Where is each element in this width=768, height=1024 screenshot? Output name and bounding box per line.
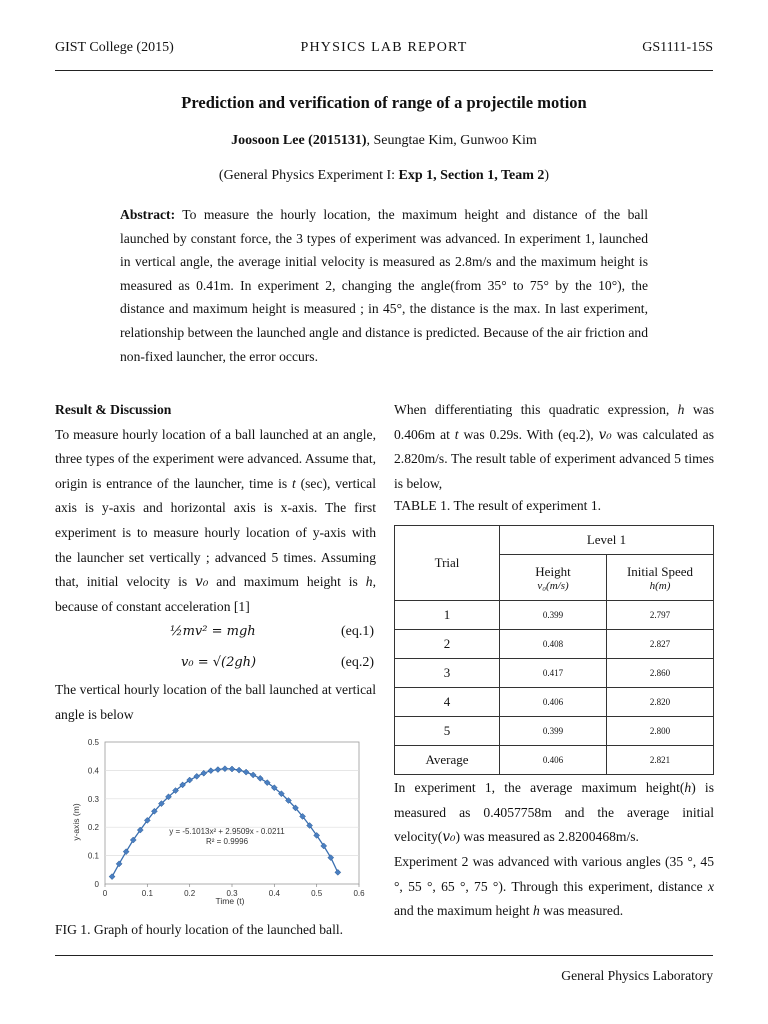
chart-equation: y = -5.1013x² + 2.9509x - 0.0211	[169, 827, 285, 836]
chart-ytick-label: 0.3	[87, 794, 99, 804]
table-row	[395, 601, 714, 630]
right-paragraph-3: Experiment 2 was advanced with various angles (35 °, 45 °, 55 °, 65 °, 75 °). Through this experiment, distance x and the maximum height h was measured.	[394, 854, 714, 919]
chart-point	[250, 772, 256, 778]
course-line	[0, 168, 768, 184]
table-cell-height: 0.408	[500, 630, 607, 659]
equation-2-label: (eq.2)	[341, 655, 375, 670]
chart-ytick-label: 0.1	[87, 851, 99, 861]
table-cell-height: 0.399	[500, 717, 607, 746]
chart-xtick-label: 0.1	[141, 889, 153, 898]
table-row	[395, 659, 714, 688]
chart-point	[229, 766, 235, 772]
chart-ytick-label: 0	[94, 880, 99, 889]
header-rule	[55, 70, 713, 71]
chart-xlabel: Time (t)	[215, 896, 245, 906]
table-row	[395, 746, 714, 775]
course-section: Exp 1, Section 1, Team 2	[398, 168, 545, 183]
lead-author: Joosoon Lee (2015131)	[231, 133, 367, 148]
header-left: GIST College (2015)	[55, 40, 174, 55]
header-center: PHYSICS LAB REPORT	[300, 40, 468, 55]
chart-xtick-label: 0.4	[268, 889, 280, 898]
chart-point	[109, 874, 115, 880]
chart-ylabel: y-axis (m)	[71, 803, 81, 841]
table-row	[395, 630, 714, 659]
table-cell-height: 0.417	[500, 659, 607, 688]
header-right: GS1111-15S	[642, 40, 713, 55]
table-cell-speed: 2.820	[607, 688, 714, 717]
figure-caption: FIG 1. Graph of hourly location of the launched ball.	[55, 922, 344, 937]
chart-point	[201, 770, 207, 776]
abstract-text: To measure the hourly location, the maximum height and distance of the ball launched by constant force, the 3 types of experiment was advanced. In experiment 1, launched in vertical angle, the average initial velocity is measured as 2.8m/s and the maximum height is measured as 0.41m. In experiment 2, changing the angle(from 35° to 75° by the 10°), the distance and maximum height is measured ; in 45°, the distance is the max. In last experiment, relationship between the launched angle and distance is predicted. Because of the air friction and non-fixed launcher, the error occurs.	[120, 207, 648, 364]
chart-point	[194, 773, 200, 779]
section-heading: Result & Discussion	[55, 402, 172, 417]
footer-rule	[55, 955, 713, 956]
table-cell-speed: 2.821	[607, 746, 714, 775]
abstract	[120, 203, 648, 368]
chart-r2: R² = 0.9996	[205, 837, 249, 846]
chart-point	[215, 767, 221, 773]
chart-xtick-label: 0.6	[353, 889, 365, 898]
paper-title: Prediction and verification of range of a projectile motion	[181, 93, 587, 112]
table-cell-trial: 5	[395, 717, 500, 746]
projectile-chart	[55, 732, 375, 912]
table-row	[395, 717, 714, 746]
chart-series-line	[112, 769, 338, 877]
table-cell-trial: 2	[395, 630, 500, 659]
chart-point	[335, 869, 341, 875]
footer-right: General Physics Laboratory	[561, 968, 713, 983]
table-cell-speed: 2.800	[607, 717, 714, 746]
co-authors: , Seungtae Kim, Gunwoo Kim	[366, 133, 537, 148]
abstract-label: Abstract:	[120, 207, 176, 222]
chart-xtick-label: 0	[102, 889, 108, 898]
table-cell-height: 0.399	[500, 601, 607, 630]
table-cell-speed: 2.860	[607, 659, 714, 688]
equation-1: ½mv² = mgh	[170, 624, 256, 639]
chart-point	[236, 767, 242, 773]
chart-point	[116, 861, 122, 867]
table-cell-speed: 2.797	[607, 601, 714, 630]
right-paragraph-1: When differentiating this quadratic expression, h was 0.406m at t was 0.29s. With (eq.2), v₀ was calculated as 2.820m/s. The result table of experiment advanced 5 times is below,	[394, 402, 714, 491]
table-header-height: Height v₀(m/s)	[500, 555, 607, 601]
results-table	[394, 525, 714, 775]
table-row	[395, 688, 714, 717]
table-cell-trial: 3	[395, 659, 500, 688]
table-cell-trial: Average	[395, 746, 500, 775]
table-header-trial: Trial	[395, 526, 500, 601]
chart-point	[222, 766, 228, 772]
right-paragraph-2: In experiment 1, the average maximum height(h) is measured as 0.4057758m and the average initial velocity(v₀) was measured as 2.8200468m/s.	[394, 780, 715, 846]
left-paragraph-1: To measure hourly location of a ball launched at an angle, three types of the experiment were advanced. Assume that, origin is entrance of the launcher, time is t (sec), vertical axis is y-axis and horizontal axis is x-axis. The first experiment is to measure hourly location of y-axis with the launcher set vertically ; advanced 5 times. Assuming that, initial velocity is v₀ and maximum height is h, because of constant acceleration [1]	[55, 426, 376, 614]
equation-1-label: (eq.1)	[341, 624, 375, 639]
chart-ytick-label: 0.4	[87, 766, 99, 776]
chart-point	[243, 769, 249, 775]
chart-point	[123, 849, 129, 855]
table-header-level: Level 1	[500, 526, 714, 555]
chart-plot-area	[105, 742, 359, 884]
table-cell-trial: 4	[395, 688, 500, 717]
table-cell-trial: 1	[395, 601, 500, 630]
table-cell-height: 0.406	[500, 688, 607, 717]
chart-xtick-label: 0.3	[226, 889, 238, 898]
table-header-speed: Initial Speed h(m)	[607, 555, 714, 601]
chart-ytick-label: 0.5	[87, 738, 99, 747]
left-column-text	[55, 398, 376, 619]
equation-2: v₀ = √(2gh)	[181, 655, 257, 670]
course-prefix: (General Physics Experiment I:	[218, 168, 399, 183]
left-paragraph-2: The vertical hourly location of the ball launched at vertical angle is below	[55, 682, 376, 722]
table-cell-height: 0.406	[500, 746, 607, 775]
table-caption: TABLE 1. The result of experiment 1.	[394, 498, 602, 513]
chart-point	[257, 775, 263, 781]
chart-xtick-label: 0.5	[311, 889, 323, 898]
authors	[0, 133, 768, 149]
table-cell-speed: 2.827	[607, 630, 714, 659]
chart-xtick-label: 0.2	[184, 889, 196, 898]
course-suffix: )	[544, 168, 550, 183]
chart-point	[208, 768, 214, 774]
chart-ytick-label: 0.2	[87, 823, 99, 833]
